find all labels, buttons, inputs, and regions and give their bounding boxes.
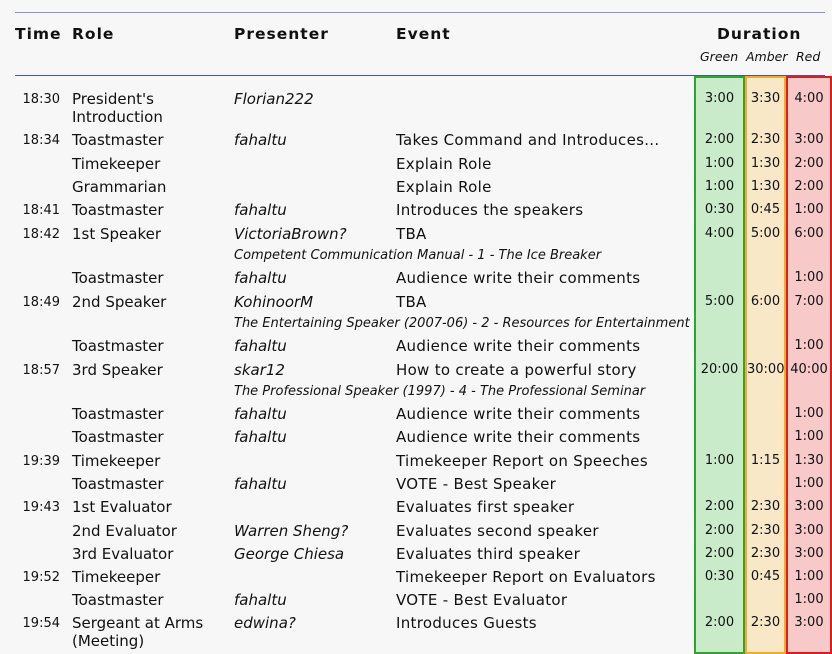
row-amber-time: 2:30 <box>750 615 781 630</box>
row-presenter: fahaltu <box>234 269 287 287</box>
row-red-time: 2:00 <box>794 179 824 194</box>
header-event: Event <box>396 25 451 43</box>
row-red-time: 1:00 <box>794 270 824 285</box>
row-role: 2nd Speaker <box>72 293 167 311</box>
row-role: Toastmaster <box>72 405 164 423</box>
row-amber-time: 1:15 <box>750 453 781 468</box>
row-amber-time: 2:30 <box>750 523 781 538</box>
row-red-time: 3:00 <box>794 132 824 147</box>
row-green-time: 2:00 <box>704 132 735 147</box>
row-presenter: fahaltu <box>234 405 287 423</box>
header-time: Time <box>15 25 62 43</box>
row-presenter: skar12 <box>234 361 285 379</box>
row-event: Audience write their comments <box>396 337 641 355</box>
row-role: Toastmaster <box>72 269 164 287</box>
row-event: Evaluates first speaker <box>396 498 575 516</box>
row-event: How to create a powerful story <box>396 361 637 379</box>
row-presenter: Warren Sheng? <box>234 522 349 540</box>
row-role: Timekeeper <box>72 568 161 586</box>
row-role: Toastmaster <box>72 475 164 493</box>
row-role: Toastmaster <box>72 591 164 609</box>
row-role: 2nd Evaluator <box>72 522 177 540</box>
row-presenter: fahaltu <box>234 428 287 446</box>
row-amber-time: 6:00 <box>750 294 781 309</box>
row-presenter: VictoriaBrown? <box>234 225 347 243</box>
manual-title: Competent Communication Manual - 1 - The Ice Breaker <box>234 248 602 263</box>
row-green-time: 3:00 <box>704 91 735 106</box>
row-red-time: 1:00 <box>794 569 824 584</box>
row-amber-time: 2:30 <box>750 546 781 561</box>
row-role: 3rd Speaker <box>72 361 163 379</box>
row-role: Toastmaster <box>72 201 164 219</box>
row-red-time: 1:00 <box>794 476 824 491</box>
row-time: 19:43 <box>22 500 60 515</box>
row-green-time: 0:30 <box>704 202 735 217</box>
row-presenter: fahaltu <box>234 591 287 609</box>
row-time: 18:41 <box>22 203 60 218</box>
row-green-time: 1:00 <box>704 453 735 468</box>
manual-title: The Entertaining Speaker (2007-06) - 2 - Resources for Entertainment <box>234 316 690 331</box>
row-red-time: 1:00 <box>794 429 824 444</box>
row-red-time: 3:00 <box>794 615 824 630</box>
header-duration: Duration <box>717 25 802 43</box>
row-presenter: George Chiesa <box>234 545 345 563</box>
row-amber-time: 1:30 <box>750 179 781 194</box>
row-green-time: 2:00 <box>704 499 735 514</box>
row-red-time: 1:00 <box>794 202 824 217</box>
row-green-time: 1:00 <box>704 156 735 171</box>
subheader-amber: Amber <box>746 49 788 64</box>
row-event: Introduces the speakers <box>396 201 584 219</box>
row-event: Explain Role <box>396 178 492 196</box>
row-red-time: 2:00 <box>794 156 824 171</box>
row-time: 19:52 <box>22 570 60 585</box>
row-red-time: 3:00 <box>794 499 824 514</box>
row-role: Grammarian <box>72 178 167 196</box>
header-presenter: Presenter <box>234 25 329 43</box>
row-amber-time: 1:30 <box>750 156 781 171</box>
subheader-red: Red <box>796 49 821 64</box>
manual-title: The Professional Speaker (1997) - 4 - The Professional Seminar <box>234 384 646 399</box>
row-event: Evaluates second speaker <box>396 522 599 540</box>
row-amber-time: 2:30 <box>750 499 781 514</box>
row-amber-time: 3:30 <box>750 91 781 106</box>
row-green-time: 1:00 <box>704 179 735 194</box>
row-role: 1st Evaluator <box>72 498 172 516</box>
row-time: 19:54 <box>22 616 60 631</box>
row-role: Toastmaster <box>72 428 164 446</box>
row-presenter: Florian222 <box>234 90 314 108</box>
row-presenter: fahaltu <box>234 201 287 219</box>
row-amber-time: 30:00 <box>747 362 784 377</box>
row-presenter: KohinoorM <box>234 293 314 311</box>
row-presenter: fahaltu <box>234 131 287 149</box>
row-amber-time: 2:30 <box>750 132 781 147</box>
row-event: Takes Command and Introduces... <box>396 131 660 149</box>
row-role: President's Introduction <box>72 90 163 126</box>
row-event: TBA <box>396 293 427 311</box>
row-presenter: fahaltu <box>234 475 287 493</box>
row-event: Audience write their comments <box>396 405 641 423</box>
row-red-time: 1:00 <box>794 592 824 607</box>
row-role: Toastmaster <box>72 337 164 355</box>
row-event: TBA <box>396 225 427 243</box>
row-role: 3rd Evaluator <box>72 545 174 563</box>
row-time: 18:57 <box>22 363 60 378</box>
row-red-time: 40:00 <box>790 362 828 377</box>
row-green-time: 4:00 <box>704 226 735 241</box>
row-event: VOTE - Best Evaluator <box>396 591 568 609</box>
row-red-time: 6:00 <box>794 226 824 241</box>
row-red-time: 7:00 <box>794 294 824 309</box>
row-green-time: 0:30 <box>704 569 735 584</box>
row-time: 19:39 <box>22 454 60 469</box>
row-event: Timekeeper Report on Evaluators <box>396 568 656 586</box>
row-role: 1st Speaker <box>72 225 162 243</box>
row-event: Audience write their comments <box>396 269 641 287</box>
row-role: Toastmaster <box>72 131 164 149</box>
row-time: 18:42 <box>22 227 60 242</box>
row-amber-time: 0:45 <box>750 202 781 217</box>
row-green-time: 2:00 <box>704 546 735 561</box>
row-green-time: 2:00 <box>704 523 735 538</box>
row-red-time: 1:30 <box>794 453 824 468</box>
row-event: Audience write their comments <box>396 428 641 446</box>
row-time: 18:30 <box>22 92 60 107</box>
subheader-green: Green <box>700 49 739 64</box>
row-role: Timekeeper <box>72 452 161 470</box>
row-green-time: 20:00 <box>700 362 739 377</box>
row-red-time: 4:00 <box>794 91 824 106</box>
top-rule <box>15 12 825 13</box>
row-event: Introduces Guests <box>396 614 537 632</box>
row-event: Explain Role <box>396 155 492 173</box>
row-presenter: fahaltu <box>234 337 287 355</box>
row-event: Evaluates third speaker <box>396 545 581 563</box>
row-green-time: 2:00 <box>704 615 735 630</box>
row-red-time: 3:00 <box>794 523 824 538</box>
row-red-time: 1:00 <box>794 338 824 353</box>
row-time: 18:49 <box>22 295 60 310</box>
row-event: Timekeeper Report on Speeches <box>396 452 648 470</box>
row-red-time: 1:00 <box>794 406 824 421</box>
row-green-time: 5:00 <box>704 294 735 309</box>
row-role: Sergeant at Arms (Meeting) <box>72 614 204 650</box>
row-time: 18:34 <box>22 133 60 148</box>
row-amber-time: 0:45 <box>750 569 781 584</box>
row-role: Timekeeper <box>72 155 161 173</box>
row-presenter: edwina? <box>234 614 296 632</box>
row-red-time: 3:00 <box>794 546 824 561</box>
row-event: VOTE - Best Speaker <box>396 475 557 493</box>
row-amber-time: 5:00 <box>750 226 781 241</box>
header-role: Role <box>72 25 115 43</box>
